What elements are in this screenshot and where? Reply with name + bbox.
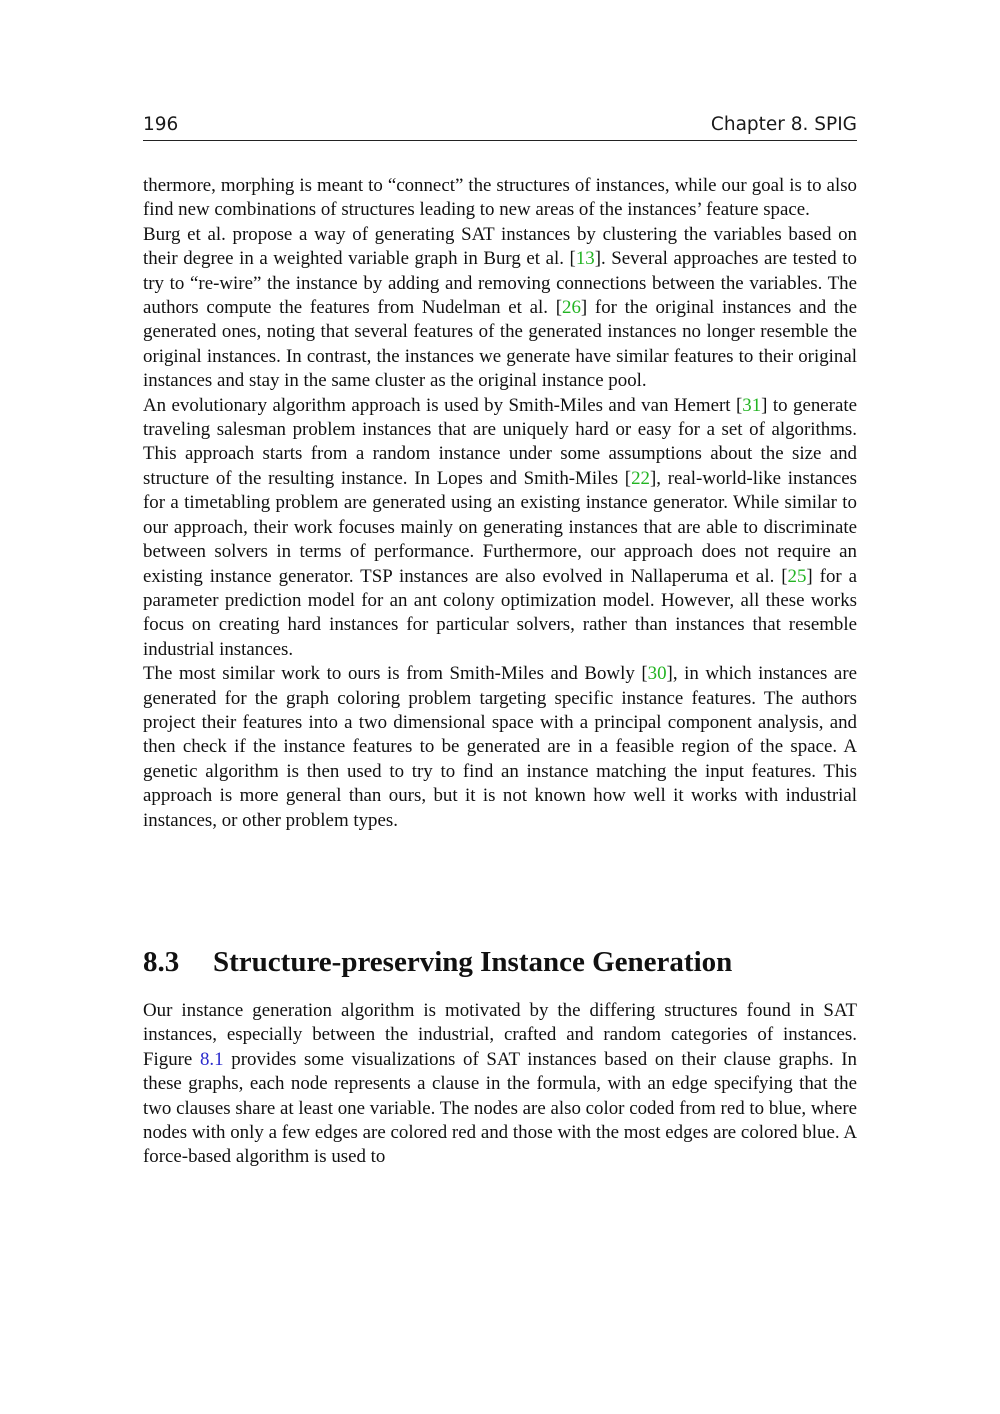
text-run: thermore, morphing is meant to “connect” the structures of instances, while our goal is to also find new combinations of structures leading to new areas of the instances’ feature space. — [143, 175, 857, 221]
text-run: ], in which instances are generated for the graph coloring problem targeting specific instance features. The authors project their features into a two dimensional space with a principal component analysis, and then check if the instance features to be generated are in a feasible region of the space. A genetic algorithm is then used to try to find an instance matching the input features. This approach is more general than ours, but it is not known how well it works with industrial instances, or other problem types. — [143, 663, 857, 831]
text-run: provides some visualizations of SAT instances based on their clause graphs. In these graphs, each node represents a clause in the formula, with an edge specifying that the two clauses share at least one variable. The nodes are also color coded from red to blue, where nodes with only a few edges are colored red and those with the most edges are colored blue. A force-based algorithm is used to — [143, 1048, 857, 1168]
section-body — [143, 999, 857, 1170]
paragraph-burg — [143, 223, 857, 394]
figure-reference-link[interactable]: 8.1 — [199, 1048, 224, 1070]
chapter-title: Chapter 8. SPIG — [710, 114, 857, 135]
running-header — [143, 113, 857, 141]
citation-link[interactable]: 22 — [631, 467, 650, 489]
citation-link[interactable]: 26 — [562, 297, 581, 319]
citation-link[interactable]: 31 — [742, 394, 762, 416]
section-heading — [143, 942, 857, 982]
paragraph-morphing — [143, 174, 857, 223]
paragraph-similar-work — [143, 662, 857, 833]
body-text — [143, 174, 857, 833]
paragraph-evolutionary — [143, 394, 857, 662]
section-number: 8.3 — [143, 946, 180, 978]
text-run: Our instance generation algorithm is motivated by the differing structures found in SAT instances, especially between the industrial, crafted and random categories of instances. Figure — [143, 1000, 857, 1070]
text-run: Burg et al. propose a way of generating SAT instances by clustering the variables based on their degree in a weighted variable graph in Burg et al. [ — [143, 223, 857, 270]
text-run: ] for the original instances and the generated ones, noting that several features of the generated instances no longer resemble the original instances. In contrast, the instances we generate have similar features to their original instances and stay in the same cluster as the original instance pool. — [143, 297, 857, 392]
text-run: ] to generate traveling salesman problem instances that are uniquely hard or easy for a set of algorithms. This approach starts from a random instance under some assumptions about the size and structure of the resulting instance. In Lopes and Smith-Miles [ — [143, 394, 857, 489]
text-run: An evolutionary algorithm approach is used by Smith-Miles and van Hemert [ — [143, 394, 743, 416]
citation-link[interactable]: 25 — [787, 565, 807, 587]
page-number: 196 — [143, 114, 179, 135]
paragraph-instance-generation — [143, 999, 857, 1170]
text-run: ] for a parameter prediction model for an ant colony optimization model. However, all these works focus on creating hard instances for particular solvers, rather than instances that resemble industrial instances. — [143, 565, 857, 660]
section-title: Structure-preserving Instance Generation — [213, 946, 733, 978]
text-run: ]. Several approaches are tested to try to “re-wire” the instance by adding and removing connections between the variables. The authors compute the features from Nudelman et al. [ — [143, 248, 857, 319]
text-run: ], real-world-like instances for a timetabling problem are generated using an existing instance generator. While similar to our approach, their work focuses mainly on generating instances that are able to discriminate between solvers in terms of performance. Furthermore, our approach does not require an existing instance generator. TSP instances are also evolved in Nallaperuma et al. [ — [143, 467, 857, 587]
citation-link[interactable]: 30 — [647, 663, 667, 685]
citation-link[interactable]: 13 — [575, 248, 595, 270]
text-run: The most similar work to ours is from Smith-Miles and Bowly [ — [143, 663, 648, 685]
